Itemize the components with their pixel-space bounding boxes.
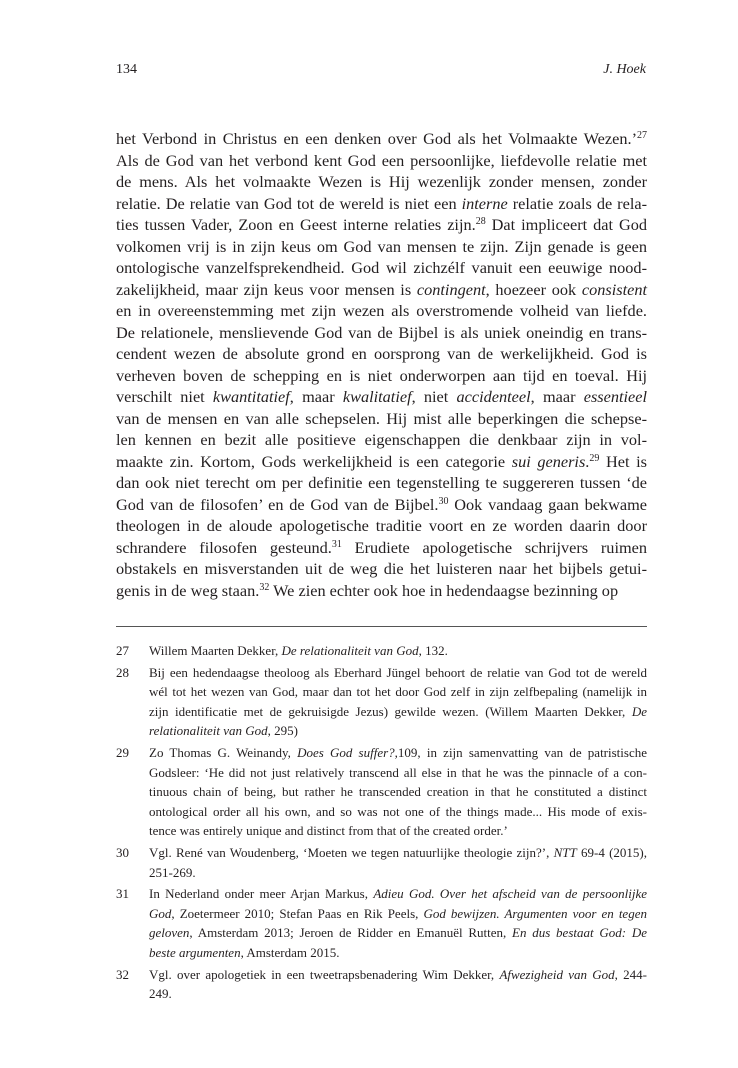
text-run: , 295) (267, 723, 299, 739)
text-run: , niet (411, 387, 457, 406)
text-run: . (585, 451, 590, 471)
text-run: Zo Thomas G. Weinandy, (149, 744, 298, 760)
body-line (116, 386, 647, 408)
text-run: , Zoetermeer 2010; Stefan Paas en Rik Peels, (171, 905, 424, 921)
text-run: dan ook niet terecht om per definitie een tegenstelling te suggereren tussen ‘de (116, 473, 647, 492)
body-line (116, 128, 647, 150)
text-run: tence was entirely unique and distinct from that of the created order.’ (149, 823, 508, 839)
footnote-number: 27 (116, 643, 129, 658)
italic-text: contingent (416, 279, 486, 299)
footnote-line (149, 863, 647, 883)
body-text (116, 128, 647, 601)
text-run: en in overeenstemming met zijn wezen als overstromende volheid van liefde. (116, 301, 647, 320)
text-run: genis in de weg staan. (116, 580, 260, 600)
italic-text: God bewijzen. Argumenten voor en tegen (423, 905, 647, 921)
text-run: Willem Maarten Dekker, (149, 643, 282, 658)
footnote-line (149, 721, 647, 741)
text-run: maakte zin. Kortom, Gods werkelijkheid is een categorie (116, 451, 512, 471)
italic-text: relationaliteit van God (149, 723, 268, 739)
text-run: theologen in de aloude apologetische traditie voort en ze worden daarin door (116, 516, 647, 535)
footnote-rule (116, 626, 647, 627)
body-line (116, 171, 647, 193)
text-run: van de mensen en van alle schepselen. Hij mist alle beperkingen die schepse- (116, 408, 647, 428)
footnote-line (149, 743, 647, 763)
footnote-line (149, 663, 647, 683)
body-line (116, 300, 647, 322)
text-run: Vgl. over apologetiek in een tweetrapsbenadering Wim Dekker, (149, 966, 500, 982)
footnote-ref: 30 (438, 495, 449, 507)
text-run: Ook vandaag gaan bekwame (448, 494, 647, 514)
italic-text: kwalitatief (342, 387, 412, 406)
footnote-ref: 31 (331, 538, 342, 550)
body-line (116, 150, 647, 172)
italic-text: beste argumenten (149, 944, 241, 960)
text-run: ties tussen Vader, Zoon en Geest interne relaties zijn. (116, 215, 476, 234)
footnote-line (149, 763, 647, 783)
text-run: volkomen vrij is in zijn keus om God van mensen te zijn. Zijn genade is geen (116, 236, 647, 256)
footnote-ref: 27 (637, 130, 647, 141)
text-run: God van de filosofen’ en de God van de Bijbel. (116, 494, 439, 514)
body-line (116, 343, 647, 365)
text-run: Bij een hedendaagse theoloog als Eberhard Jüngel behoort de relatie van God tot de wereld (149, 664, 647, 680)
text-run: Dat impliceert dat God (485, 215, 648, 234)
italic-text: Afwezigheid van God (499, 966, 615, 982)
text-run: , hoezeer ook (485, 279, 582, 299)
text-run: zijn identificatie met de gekruisigde Jezus) gewilde wezen. (Willem Maarten Dekker, (149, 703, 632, 719)
text-run: Vgl. René van Woudenberg, ‘Moeten we tegen natuurlijke theologie zijn?’, (149, 844, 554, 860)
body-line (116, 558, 647, 580)
italic-text: consistent (581, 279, 648, 299)
text-run: ontological order all his own, and so was not one of the things made... His mode of exis- (149, 803, 647, 819)
footnote-number: 28 (116, 664, 129, 680)
body-line (116, 408, 647, 430)
footnote (116, 884, 647, 962)
text-run: relatie. De relatie van God tot de wereld is niet een (116, 193, 462, 213)
italic-text: kwantitatief (212, 387, 290, 406)
text-run: De relationele, menslievende God van de Bijbel is als uniek oneindig en trans- (116, 322, 647, 342)
text-run: Als de God van het verbond kent God een persoonlijke, liefdevolle relatie met (116, 150, 647, 170)
italic-text: NTT (553, 844, 577, 860)
italic-text: Adieu God. Over het afscheid van de persoonlijke (373, 886, 647, 902)
text-run: verschilt niet (116, 387, 213, 406)
footnote (116, 965, 647, 1004)
text-run: Het is (599, 451, 648, 471)
footnote-line (149, 984, 647, 1004)
footnote-ref: 28 (475, 216, 486, 227)
footnote-line (149, 884, 647, 904)
footnote-ref: 32 (259, 581, 270, 593)
text-run: tinuous chain of being, but rather he transcended creation in that he constituted a distinct (149, 784, 647, 800)
body-line (116, 472, 647, 494)
page-number: 134 (116, 62, 137, 77)
footnote-line (149, 904, 647, 924)
footnote-line (149, 782, 647, 802)
footnote-line (149, 943, 647, 963)
italic-text: interne (461, 193, 508, 213)
text-run: , 132. (418, 643, 448, 658)
running-header (116, 62, 646, 84)
text-run: relatie zoals de rela- (507, 193, 648, 213)
text-run: Godsleer: ‘He did not just relatively transcend all else in that he was the pinnacle of a con- (149, 764, 647, 780)
body-line (116, 193, 647, 215)
footnote (116, 641, 647, 661)
footnote-number: 31 (116, 886, 129, 902)
text-run: ontologische vanzelfsprekendheid. God wil zichzélf vanuit een eeuwige nood- (116, 258, 647, 277)
footnote-line (149, 682, 647, 702)
body-line (116, 365, 647, 387)
footnote-line (149, 821, 647, 841)
text-run: verheven boven de schepping en is niet onderworpen aan tijd en toeval. Hij (116, 365, 647, 385)
text-run: , maar (530, 387, 584, 406)
footnote-line (149, 923, 647, 943)
body-line (116, 515, 647, 537)
body-line (116, 580, 647, 602)
italic-text: De relationaliteit van God (281, 643, 419, 658)
footnote-line (149, 843, 647, 863)
italic-text: En dus bestaat God: De (512, 925, 647, 941)
footnote-number: 29 (116, 744, 129, 760)
footnote-line (149, 702, 647, 722)
footnote-line (149, 641, 647, 661)
text-run: , Amsterdam 2013; Jeroen de Ridder en Emanuël Rutten, (189, 925, 513, 941)
running-author: J. Hoek (603, 62, 646, 77)
footnote-ref: 29 (589, 452, 600, 464)
footnote (116, 843, 647, 882)
text-run: 109, in zijn samenvatting van de patristische (397, 744, 648, 760)
footnote-number: 32 (116, 966, 129, 982)
body-line (116, 257, 647, 279)
text-run: In Nederland onder meer Arjan Markus, (149, 886, 374, 902)
text-run: het Verbond in Christus en een denken over God als het Volmaakte Wezen.’ (116, 129, 637, 148)
body-line (116, 279, 647, 301)
text-run: 249. (149, 986, 172, 1002)
footnote-line (149, 802, 647, 822)
body-line (116, 429, 647, 451)
text-run: zakelijkheid, maar zijn keus voor mensen is (116, 279, 417, 299)
body-line (116, 214, 647, 236)
text-run: , 244- (614, 966, 647, 982)
body-line (116, 236, 647, 258)
body-line (116, 451, 647, 473)
body-line (116, 322, 647, 344)
italic-text: God (149, 905, 172, 921)
text-run: schrandere filosofen gesteund. (116, 537, 332, 557)
text-run: Erudiete apologetische schrijvers ruimen (341, 537, 647, 557)
body-line (116, 494, 647, 516)
italic-text: De (631, 703, 647, 719)
body-line (116, 537, 647, 559)
text-run: 251-269. (149, 864, 196, 880)
footnote-number: 30 (116, 844, 129, 860)
text-run: , maar (289, 387, 343, 406)
text-run: We zien echter ook hoe in hedendaagse bezinning op (269, 580, 619, 600)
text-run: , Amsterdam 2015. (240, 944, 340, 960)
italic-text: accidenteel (456, 387, 531, 406)
text-run: obstakels en misverstanden uit de weg die het luisteren naar het bijbels getui- (116, 559, 647, 578)
italic-text: essentieel (583, 387, 648, 406)
text-run: wél tot het wezen van God, maar dan tot het door God zelf in zijn zelfbepaling (namelijk in (149, 684, 647, 700)
footnotes (116, 641, 647, 1006)
text-run: 69-4 (2015), (576, 844, 647, 860)
italic-text: Does God suffer?, (297, 744, 398, 760)
text-run: de mens. Als het volmaakte Wezen is Hij wezenlijk zonder mensen, zonder (116, 172, 647, 191)
footnote-line (149, 965, 647, 985)
italic-text: sui generis (511, 451, 586, 471)
footnote (116, 663, 647, 741)
footnote (116, 743, 647, 841)
text-run: cendent wezen de absolute grond en oorsprong van de werkelijkheid. God is (116, 344, 647, 363)
italic-text: geloven (149, 925, 190, 941)
text-run: len kennen en bezit alle positieve eigenschappen die denkbaar zijn in vol- (116, 430, 647, 449)
